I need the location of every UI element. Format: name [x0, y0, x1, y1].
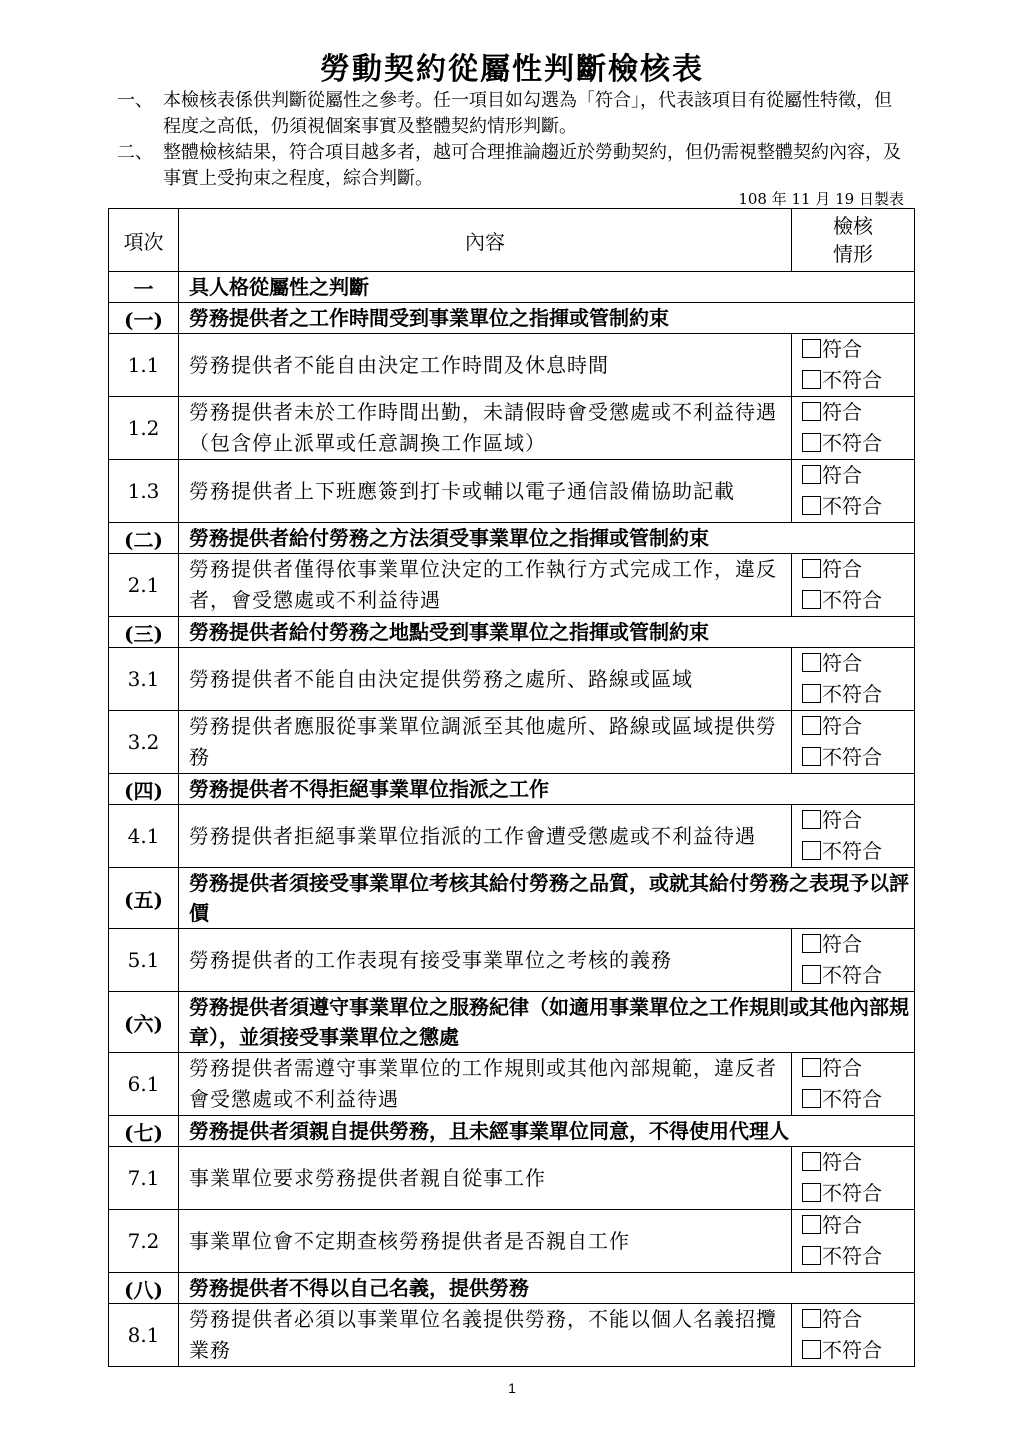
section-number: (五) — [109, 868, 179, 929]
item-number: 4.1 — [109, 805, 179, 868]
section-title: 勞務提供者不得以自己名義，提供勞務 — [179, 1273, 915, 1304]
item-number: 1.2 — [109, 397, 179, 460]
section-number: (三) — [109, 617, 179, 648]
date-label: 108 年 11 月 19 日製表 — [738, 190, 904, 208]
option-not-comply[interactable] — [802, 679, 914, 710]
item-number: 2.1 — [109, 554, 179, 617]
section-title: 勞務提供者給付勞務之方法須受事業單位之指揮或管制約束 — [179, 523, 915, 554]
option-comply[interactable] — [802, 1304, 914, 1335]
check-options — [792, 805, 915, 868]
section-row — [109, 774, 915, 805]
section-number: (一) — [109, 303, 179, 334]
section-row — [109, 523, 915, 554]
header-content: 內容 — [179, 209, 792, 272]
option-not-comply[interactable] — [802, 1084, 914, 1115]
option-comply[interactable] — [802, 648, 914, 679]
checkbox[interactable] — [802, 653, 821, 672]
check-options — [792, 460, 915, 523]
item-number: 5.1 — [109, 929, 179, 992]
check-options — [792, 1304, 915, 1367]
item-number: 8.1 — [109, 1304, 179, 1367]
main-section-number: 一 — [109, 272, 179, 303]
checkbox[interactable] — [802, 1246, 821, 1265]
checkbox-label: 符合 — [822, 714, 862, 738]
checkbox[interactable] — [802, 1215, 821, 1234]
item-text: 勞務提供者不能自由決定工作時間及休息時間 — [179, 334, 792, 397]
item-text: 勞務提供者的工作表現有接受事業單位之考核的義務 — [179, 929, 792, 992]
checkbox-label: 符合 — [822, 808, 862, 832]
option-comply[interactable] — [802, 711, 914, 742]
checkbox-label: 符合 — [822, 1213, 862, 1237]
checkbox-label: 符合 — [822, 400, 862, 424]
note-number: 二、 — [117, 142, 153, 163]
check-options — [792, 334, 915, 397]
checkbox[interactable] — [802, 1183, 821, 1202]
checkbox[interactable] — [802, 934, 821, 953]
table-row — [109, 929, 915, 992]
item-text: 事業單位會不定期查核勞務提供者是否親自工作 — [179, 1210, 792, 1273]
table-header-row — [109, 209, 915, 272]
checkbox-label: 不符合 — [822, 1338, 882, 1362]
option-not-comply[interactable] — [802, 585, 914, 616]
section-number: (四) — [109, 774, 179, 805]
section-row — [109, 303, 915, 334]
checkbox-label: 符合 — [822, 1307, 862, 1331]
checkbox[interactable] — [802, 1340, 821, 1359]
check-options — [792, 1210, 915, 1273]
item-text: 事業單位要求勞務提供者親自從事工作 — [179, 1147, 792, 1210]
checkbox[interactable] — [802, 965, 821, 984]
option-comply[interactable] — [802, 554, 914, 585]
check-options — [792, 929, 915, 992]
item-text: 勞務提供者需遵守事業單位的工作規則或其他內部規範，違反者會受懲處或不利益待遇 — [179, 1053, 792, 1116]
option-comply[interactable] — [802, 929, 914, 960]
checkbox-label: 符合 — [822, 463, 862, 487]
section-number: (二) — [109, 523, 179, 554]
checklist-table — [108, 208, 915, 1367]
check-options — [792, 554, 915, 617]
checkbox[interactable] — [802, 747, 821, 766]
header-check-line1: 檢核 — [833, 214, 873, 238]
item-text: 勞務提供者未於工作時間出勤，未請假時會受懲處或不利益待遇（包含停止派單或任意調換工作區域） — [179, 397, 792, 460]
item-number: 3.2 — [109, 711, 179, 774]
table-row — [109, 460, 915, 523]
checkbox[interactable] — [802, 716, 821, 735]
table-row — [109, 1053, 915, 1116]
checkbox-label: 符合 — [822, 1056, 862, 1080]
option-comply[interactable] — [802, 334, 914, 365]
option-not-comply[interactable] — [802, 742, 914, 773]
checkbox-label: 符合 — [822, 651, 862, 675]
item-number: 3.1 — [109, 648, 179, 711]
section-title: 勞務提供者須接受事業單位考核其給付勞務之品質，或就其給付勞務之表現予以評價 — [179, 868, 915, 929]
header-check-status — [792, 209, 915, 272]
section-number: (七) — [109, 1116, 179, 1147]
checkbox-label: 不符合 — [822, 588, 882, 612]
checkbox-label: 不符合 — [822, 368, 882, 392]
checkbox-label: 不符合 — [822, 745, 882, 769]
item-text: 勞務提供者必須以事業單位名義提供勞務，不能以個人名義招攬業務 — [179, 1304, 792, 1367]
notes — [117, 88, 907, 192]
section-row — [109, 1273, 915, 1304]
checkbox-label: 符合 — [822, 337, 862, 361]
section-title: 勞務提供者須遵守事業單位之服務紀律（如適用事業單位之工作規則或其他內部規章），並須接受事業單位之懲處 — [179, 992, 915, 1053]
option-not-comply[interactable] — [802, 491, 914, 522]
item-number: 1.1 — [109, 334, 179, 397]
checkbox[interactable] — [802, 1152, 821, 1171]
item-number: 6.1 — [109, 1053, 179, 1116]
checkbox-label: 符合 — [822, 557, 862, 581]
check-options — [792, 397, 915, 460]
table-row — [109, 711, 915, 774]
section-title: 勞務提供者給付勞務之地點受到事業單位之指揮或管制約束 — [179, 617, 915, 648]
option-not-comply[interactable] — [802, 960, 914, 991]
main-section-row — [109, 272, 915, 303]
option-comply[interactable] — [802, 1053, 914, 1084]
table-row — [109, 805, 915, 868]
checkbox[interactable] — [802, 1089, 821, 1108]
checkbox-label: 不符合 — [822, 682, 882, 706]
table-row — [109, 397, 915, 460]
note-number: 一、 — [117, 90, 153, 111]
option-comply[interactable] — [802, 1210, 914, 1241]
checkbox[interactable] — [802, 1309, 821, 1328]
checkbox-label: 符合 — [822, 1150, 862, 1174]
checkbox-label: 不符合 — [822, 1244, 882, 1268]
section-title: 勞務提供者不得拒絕事業單位指派之工作 — [179, 774, 915, 805]
section-row — [109, 1116, 915, 1147]
checkbox[interactable] — [802, 339, 821, 358]
table-row — [109, 554, 915, 617]
table-row — [109, 1210, 915, 1273]
check-options — [792, 711, 915, 774]
page-number: 1 — [508, 1380, 516, 1396]
item-text: 勞務提供者上下班應簽到打卡或輔以電子通信設備協助記載 — [179, 460, 792, 523]
checkbox[interactable] — [802, 810, 821, 829]
section-row — [109, 617, 915, 648]
checkbox[interactable] — [802, 402, 821, 421]
checkbox-label: 不符合 — [822, 494, 882, 518]
note-text: 整體檢核結果，符合項目越多者，越可合理推論趨近於勞動契約，但仍需視整體契約內容，及事實上受拘束之程度，綜合判斷。 — [163, 142, 901, 189]
option-not-comply[interactable] — [802, 365, 914, 396]
checkbox[interactable] — [802, 465, 821, 484]
option-not-comply[interactable] — [802, 1241, 914, 1272]
option-not-comply[interactable] — [802, 1178, 914, 1209]
item-number: 7.1 — [109, 1147, 179, 1210]
table-row — [109, 1304, 915, 1367]
header-check-line2: 情形 — [833, 242, 873, 266]
note-2 — [117, 140, 907, 192]
item-number: 1.3 — [109, 460, 179, 523]
table-row — [109, 1147, 915, 1210]
checkbox-label: 不符合 — [822, 839, 882, 863]
item-text: 勞務提供者僅得依事業單位決定的工作執行方式完成工作，違反者，會受懲處或不利益待遇 — [179, 554, 792, 617]
checkbox-label: 符合 — [822, 932, 862, 956]
option-comply[interactable] — [802, 1147, 914, 1178]
section-title: 勞務提供者須親自提供勞務，且未經事業單位同意，不得使用代理人 — [179, 1116, 915, 1147]
checkbox[interactable] — [802, 370, 821, 389]
option-not-comply[interactable] — [802, 1335, 914, 1366]
option-comply[interactable] — [802, 460, 914, 491]
check-options — [792, 1147, 915, 1210]
main-section-title: 具人格從屬性之判斷 — [179, 272, 915, 303]
check-options — [792, 648, 915, 711]
section-title: 勞務提供者之工作時間受到事業單位之指揮或管制約束 — [179, 303, 915, 334]
check-options — [792, 1053, 915, 1116]
table-row — [109, 334, 915, 397]
option-not-comply[interactable] — [802, 428, 914, 459]
checkbox[interactable] — [802, 1058, 821, 1077]
checkbox[interactable] — [802, 559, 821, 578]
page-title: 勞動契約從屬性判斷檢核表 — [320, 52, 704, 87]
checkbox[interactable] — [802, 841, 821, 860]
checkbox[interactable] — [802, 684, 821, 703]
section-row — [109, 992, 915, 1053]
checkbox-label: 不符合 — [822, 1181, 882, 1205]
note-text: 本檢核表係供判斷從屬性之參考。任一項目如勾選為「符合」，代表該項目有從屬性特徵，但程度之高低，仍須視個案事實及整體契約情形判斷。 — [163, 90, 892, 137]
item-number: 7.2 — [109, 1210, 179, 1273]
checkbox-label: 不符合 — [822, 431, 882, 455]
checkbox[interactable] — [802, 496, 821, 515]
checkbox-label: 不符合 — [822, 963, 882, 987]
option-comply[interactable] — [802, 397, 914, 428]
option-comply[interactable] — [802, 805, 914, 836]
item-text: 勞務提供者應服從事業單位調派至其他處所、路線或區域提供勞務 — [179, 711, 792, 774]
section-number: (八) — [109, 1273, 179, 1304]
section-row — [109, 868, 915, 929]
header-item-number: 項次 — [109, 209, 179, 272]
checkbox[interactable] — [802, 590, 821, 609]
checkbox[interactable] — [802, 433, 821, 452]
item-text: 勞務提供者不能自由決定提供勞務之處所、路線或區域 — [179, 648, 792, 711]
option-not-comply[interactable] — [802, 836, 914, 867]
checkbox-label: 不符合 — [822, 1087, 882, 1111]
item-text: 勞務提供者拒絕事業單位指派的工作會遭受懲處或不利益待遇 — [179, 805, 792, 868]
section-number: (六) — [109, 992, 179, 1053]
table-row — [109, 648, 915, 711]
note-1 — [117, 88, 907, 140]
